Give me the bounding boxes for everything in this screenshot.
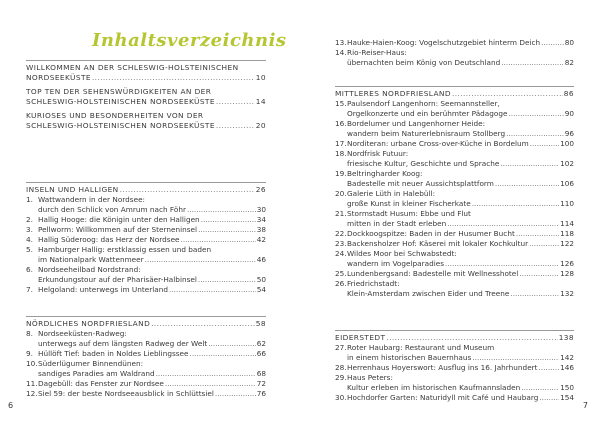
toc-entry: 16. Bordelumer und Langenhorner Heide: wandern beim Naturerlebnisraum Stollberg ..... 96 <box>335 119 574 139</box>
toc-title: Inhaltsverzeichnis <box>92 30 287 51</box>
section-inseln-halligen <box>26 182 266 295</box>
toc-entry: 3. Pellworm: Willkommen auf der Sterneninsel ..... 38 <box>26 225 266 235</box>
toc-entry: 2. Hallig Hooge: die Königin unter den Halligen ..... 34 <box>26 215 266 225</box>
toc-entry: 29. Haus Peters: Kultur erleben im historischen Kaufmannsladen ..... 150 <box>335 373 574 393</box>
toc-entry: 8. Nordseeküsten-Radweg: unterwegs auf dem längsten Radweg der Welt ..... 62 <box>26 329 266 349</box>
toc-entry: 14. Rio-Reiser-Haus: übernachten beim König von Deutschland ..... 82 <box>335 48 574 68</box>
page-number: 7 <box>582 401 588 410</box>
toc-entry: 6. Nordseeheilbad Nordstrand: Erkundungstour auf der Pharisäer-Halbinsel ..... 50 <box>26 265 266 285</box>
section-heading: INSELN UND HALLIGEN ..... 26 <box>26 185 266 195</box>
intro-section <box>26 60 266 135</box>
toc-entry: 25. Lundenbergsand: Badestelle mit Wellnesshotel ..... 128 <box>335 269 574 279</box>
divider <box>26 182 266 183</box>
top-entries <box>335 38 574 68</box>
section-noerdliches-nordfriesland <box>26 316 266 399</box>
divider <box>335 86 574 87</box>
toc-entry: 1. Wattwandern in der Nordsee: durch den Schlick von Amrum nach Föhr ..... 30 <box>26 195 266 215</box>
toc-entry: 26. Friedrichstadt: Klein-Amsterdam zwischen Eider und Treene ..... 132 <box>335 279 574 299</box>
section-heading: MITTLERES NORDFRIESLAND ..... 86 <box>335 89 574 99</box>
toc-entry: 9. Hüllöft Tief: baden in Noldes Lieblingssee ..... 66 <box>26 349 266 359</box>
toc-entry: 24. Wildes Moor bei Schwabstedt: wandern im Vogelparadies ..... 126 <box>335 249 574 269</box>
toc-entry: 4. Hallig Süderoog: das Herz der Nordsee ..... 42 <box>26 235 266 245</box>
intro-item: TOP TEN DER SEHENSWÜRDIGKEITEN AN DER SCHLESWIG-HOLSTEINISCHEN NORDSEEKÜSTE ..... 14 <box>26 87 266 107</box>
section-heading: NÖRDLICHES NORDFRIESLAND ..... 58 <box>26 319 266 329</box>
toc-entry: 7. Helgoland: unterwegs im Unterland ..... 54 <box>26 285 266 295</box>
toc-entry: 13. Hauke-Haien-Koog: Vogelschutzgebiet hinterm Deich ..... 80 <box>335 38 574 48</box>
page-number: 6 <box>8 401 14 410</box>
divider <box>26 60 266 61</box>
toc-entry: 22. Dockkoogspitze: Baden in der Husumer Bucht ..... 118 <box>335 229 574 239</box>
toc-entry: 10. Süderlügumer Binnendünen: sandiges Paradies am Waldrand ..... 68 <box>26 359 266 379</box>
section-mittleres-nordfriesland <box>335 86 574 299</box>
toc-entry: 30. Hochdorfer Garten: Naturidyll mit Café und Haubarg ..... 154 <box>335 393 574 403</box>
toc-entry: 12. Siel 59: der beste Nordseeausblick in Schlüttsiel ..... 76 <box>26 389 266 399</box>
toc-entry: 15. Paulsendorf Langenhorn: Seemannsteller, Orgelkonzerte und ein berühmter Pädagoge ..... 90 <box>335 99 574 119</box>
toc-entry: 18. Nordfrisk Futuur: friesische Kultur, Geschichte und Sprache ..... 102 <box>335 149 574 169</box>
toc-entry: 20. Galerie Lüth in Halebüll: große Kunst in kleiner Fischerkate ..... 110 <box>335 189 574 209</box>
intro-item: KURIOSES UND BESONDERHEITEN VON DER SCHLESWIG-HOLSTEINISCHEN NORDSEEKÜSTE ..... 20 <box>26 111 266 131</box>
divider <box>26 316 266 317</box>
toc-entry: 17. Norditeran: urbane Cross-over-Küche in Bordelum ..... 100 <box>335 139 574 149</box>
toc-entry: 23. Backensholzer Hof: Käserei mit lokaler Kochkultur ..... 122 <box>335 239 574 249</box>
toc-entry: 5. Hamburger Hallig: erstklassig essen und baden im Nationalpark Wattenmeer ..... 46 <box>26 245 266 265</box>
toc-entry: 27. Roter Haubarg: Restaurant und Museum in einem historischen Bauernhaus ..... 142 <box>335 343 574 363</box>
section-heading: EIDERSTEDT ..... 138 <box>335 333 574 343</box>
section-eiderstedt <box>335 330 574 403</box>
toc-entry: 11. Dagebüll: das Fenster zur Nordsee ..... 72 <box>26 379 266 389</box>
toc-entry: 19. Beltringharder Koog: Badestelle mit neuer Aussichtsplattform ..... 106 <box>335 169 574 189</box>
toc-entry: 28. Herrenhaus Hoyerswort: Ausflug ins 16. Jahrhundert ..... 146 <box>335 363 574 373</box>
intro-item: WILLKOMMEN AN DER SCHLESWIG-HOLSTEINISCHEN NORDSEEKÜSTE ..... 10 <box>26 63 266 83</box>
divider <box>335 330 574 331</box>
toc-entry: 21. Stormstadt Husum: Ebbe und Flut mitten in der Stadt erleben ..... 114 <box>335 209 574 229</box>
